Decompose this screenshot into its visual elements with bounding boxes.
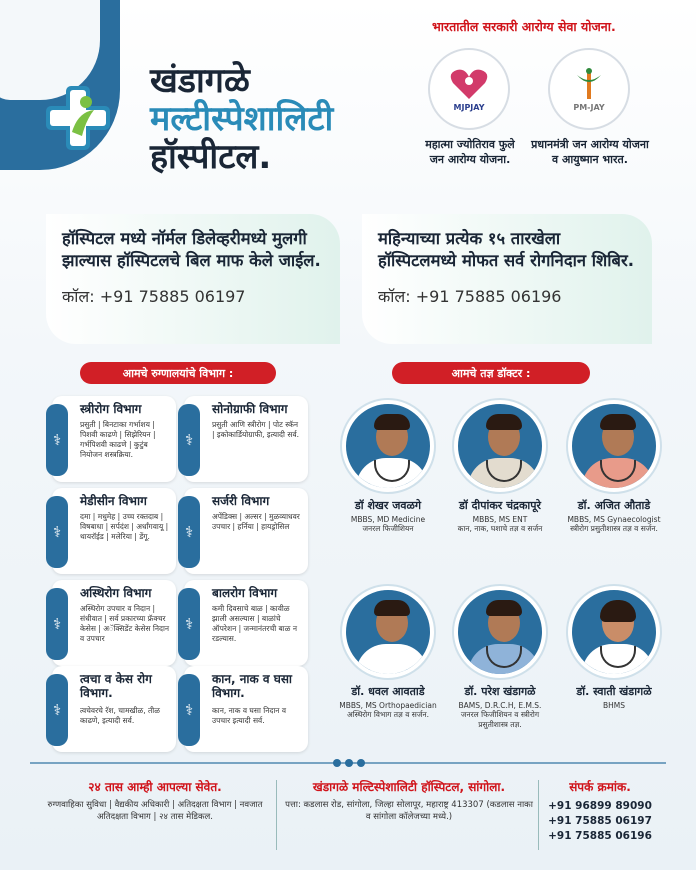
dept-card-pediatrics — [184, 580, 308, 666]
pmjay-badge-text: PM-JAY — [573, 102, 605, 112]
doctor-card — [334, 586, 442, 720]
divider-ornament — [322, 754, 376, 772]
dept-card-gynecology — [52, 396, 176, 482]
footer-contact — [540, 778, 660, 845]
phone-number[interactable]: +91 75885 06197 — [548, 815, 652, 828]
doctor-photo — [454, 400, 546, 492]
dept-title: अस्थिरोग विभाग — [80, 586, 152, 600]
doctor-role: जनरल फिजीशियन व स्त्रीरोग प्रसुतीशास्त्र तज्ञ. — [460, 710, 540, 729]
doctor-card — [560, 400, 668, 534]
footer-contact-title: संपर्क क्रमांक. — [569, 780, 631, 794]
dept-title: सर्जरी विभाग — [212, 494, 270, 508]
mjpjay-caption: महात्मा ज्योतिराव फुले जन आरोग्य योजना. — [425, 138, 515, 166]
doctor-role: जनरल फिजीशियन — [362, 524, 414, 533]
dept-title: मेडीसीन विभाग — [80, 494, 147, 508]
mjpjay-badge — [428, 48, 510, 130]
doctor-role: अस्थिरोग विभाग तज्ञ व सर्जन. — [347, 710, 429, 719]
dept-desc: त्वचेवरचे रॅश, चामखीळ, तीळ काढणे, इत्यादी सर्व. — [80, 706, 160, 726]
footer-services-text: रुग्णवाहिका सुविधा | वैद्यकीय अधिकारी | अतिदक्षता विभाग | नवजात अतिदक्षता विभाग | २४ तास मेडिकल. — [47, 800, 263, 823]
pmjay-badge — [548, 48, 630, 130]
dept-title: स्त्रीरोग विभाग — [80, 402, 142, 416]
dept-desc: दमा | मधुमेह | उच्च रक्तदाब | विषबाधा | सर्पदंश | अर्धांगवायू | थायरॉईड | मलेरिया | डेंगू. — [80, 512, 169, 542]
doctor-card — [560, 586, 668, 710]
footer-separator — [276, 780, 277, 850]
hospital-title — [150, 62, 333, 176]
doctor-photo — [568, 400, 660, 492]
delivery-offer-call[interactable]: कॉल: +91 75885 06197 — [62, 286, 246, 306]
hospital-name-line2: मल्टीस्पेशालिटी — [150, 99, 334, 140]
caduceus-icon: ⚕ — [46, 674, 68, 746]
doctor-qualification: MBBS, MS ENT — [472, 515, 528, 524]
dept-title: बालरोग विभाग — [212, 586, 278, 600]
doctor-role: स्त्रीरोग प्रसुतीशास्त्र तज्ञ व सर्जन. — [570, 524, 658, 533]
doctor-photo — [342, 586, 434, 678]
doctor-name: डॉ. अजित औताडे — [577, 499, 651, 512]
phone-number[interactable]: +91 96899 89090 — [548, 800, 652, 812]
footer-address-title: खंडागळे मल्टिस्पेशालिटी हॉस्पिटल, सांगोला. — [312, 780, 506, 794]
hospital-name-line1: खंडागळे — [150, 61, 250, 101]
caduceus-icon: ⚕ — [178, 496, 200, 568]
dept-desc: अस्थिरोग उपचार व निदान | संधीवात | सर्व प्रकारच्या फ्रॅक्चर केसेस | अॅक्सिडेंट केसेस निदान व उपचार — [80, 604, 170, 644]
govt-schemes-heading: भारतातील सरकारी आरोग्य सेवा योजना. — [432, 19, 616, 34]
doctor-name: डॉ दीपांकर चंद्रकापूरे — [459, 499, 541, 512]
footer-services — [40, 778, 270, 824]
dept-title: सोनोग्राफी विभाग — [212, 402, 288, 416]
doctor-name: डॉ. स्वाती खंडागळे — [576, 685, 652, 698]
doctor-qualification: BHMS — [602, 701, 626, 710]
doctor-name: डॉ. धवल आवताडे — [351, 685, 425, 698]
delivery-offer-text: हॉस्पिटल मध्ये नॉर्मल डिलेव्हरीमध्ये मुलगी झाल्यास हॉस्पिटलचे बिल माफ केले जाईल. — [62, 229, 321, 271]
dept-card-ent — [184, 666, 308, 752]
delivery-offer-box — [46, 214, 340, 344]
doctor-photo — [568, 586, 660, 678]
doctors-heading: आमचे तज्ञ डॉक्टर : — [392, 362, 590, 384]
doctor-qualification: BAMS, D.R.C.H, E.M.S. — [458, 701, 542, 710]
caduceus-icon — [569, 67, 609, 101]
doctor-name: डॉ. परेश खंडागळे — [464, 685, 536, 698]
caduceus-icon: ⚕ — [46, 404, 68, 476]
doctor-qualification: MBBS, MS Gynaecologist — [567, 515, 661, 524]
footer-separator — [538, 780, 539, 850]
phone-number[interactable]: +91 75885 06196 — [548, 830, 652, 843]
dept-card-surgery — [184, 488, 308, 574]
caduceus-icon: ⚕ — [46, 588, 68, 660]
dept-desc: कमी दिवसाचे बाळ | कावीळ झाली असल्यास | बाळांचे ऑपरेशन | जन्मानंतरची बाळ न रडल्यास. — [212, 604, 297, 644]
doctor-qualification: MBBS, MS Orthopaedician — [339, 701, 437, 710]
doctor-qualification: MBBS, MD Medicine — [350, 515, 426, 524]
footer-services-title: २४ तास आम्ही आपल्या सेवेत. — [88, 780, 222, 794]
dept-title: कान, नाक व घसा विभाग. — [212, 672, 293, 701]
camp-offer-box — [362, 214, 652, 344]
camp-offer-text: महिन्याच्या प्रत्येक १५ तारखेला हॉस्पिटलमध्ये मोफत सर्व रोगनिदान शिबिर. — [378, 229, 634, 271]
doctor-role: कान, नाक, घशाचे तज्ञ व सर्जन — [457, 524, 543, 533]
doctor-card — [334, 400, 442, 534]
doctor-photo — [454, 586, 546, 678]
footer-address — [284, 778, 534, 824]
dept-card-orthopedics — [52, 580, 176, 666]
caduceus-icon: ⚕ — [178, 588, 200, 660]
dept-desc: कान, नाक व घसा निदान व उपचार इत्यादी सर्व. — [212, 706, 287, 726]
departments-heading: आमचे रुग्णालयांचे विभाग : — [80, 362, 276, 384]
hospital-logo-icon — [42, 82, 114, 154]
dept-desc: अपेंडिक्स | अल्सर | मुळव्याधवर उपचार | हर्निया | हायड्रोसिल — [212, 512, 300, 532]
doctor-card — [446, 586, 554, 730]
heart-icon — [449, 67, 489, 101]
hospital-name-line3: हॉस्पीटल. — [150, 137, 272, 178]
caduceus-icon: ⚕ — [178, 404, 200, 476]
footer-address-text: पत्ता: कडलास रोड, सांगोला, जिल्हा सोलापूर, महाराष्ट्र 413307 (कडलास नाका व सांगोला कॉलेजच्या मध्ये.) — [285, 800, 533, 823]
pmjay-caption: प्रधानमंत्री जन आरोग्य योजना व आयुष्मान भारत. — [531, 138, 649, 166]
dept-card-dermatology — [52, 666, 176, 752]
caduceus-icon: ⚕ — [178, 674, 200, 746]
doctor-card — [446, 400, 554, 534]
dept-desc: प्रसुती आणि स्त्रीरोग | पोट स्कॅन | इकोकार्डियोग्राफी, इत्यादी सर्व. — [212, 420, 299, 440]
doctor-name: डॉ शेखर जवळगे — [354, 499, 422, 512]
camp-offer-call[interactable]: कॉल: +91 75885 06196 — [378, 286, 562, 306]
caduceus-icon: ⚕ — [46, 496, 68, 568]
dept-card-sonography — [184, 396, 308, 482]
dept-title: त्वचा व केस रोग विभाग. — [80, 672, 152, 701]
dept-desc: प्रसुती | बिनटाका गर्भाशय | पिशवी काढणे | सिझेरियन | गर्भपिशवी काढणे | कुटुंब नियोजन शस्त्रक्रिया. — [80, 420, 156, 460]
mjpjay-badge-text: MJPJAY — [453, 102, 485, 112]
dept-card-medicine — [52, 488, 176, 574]
doctor-photo — [342, 400, 434, 492]
